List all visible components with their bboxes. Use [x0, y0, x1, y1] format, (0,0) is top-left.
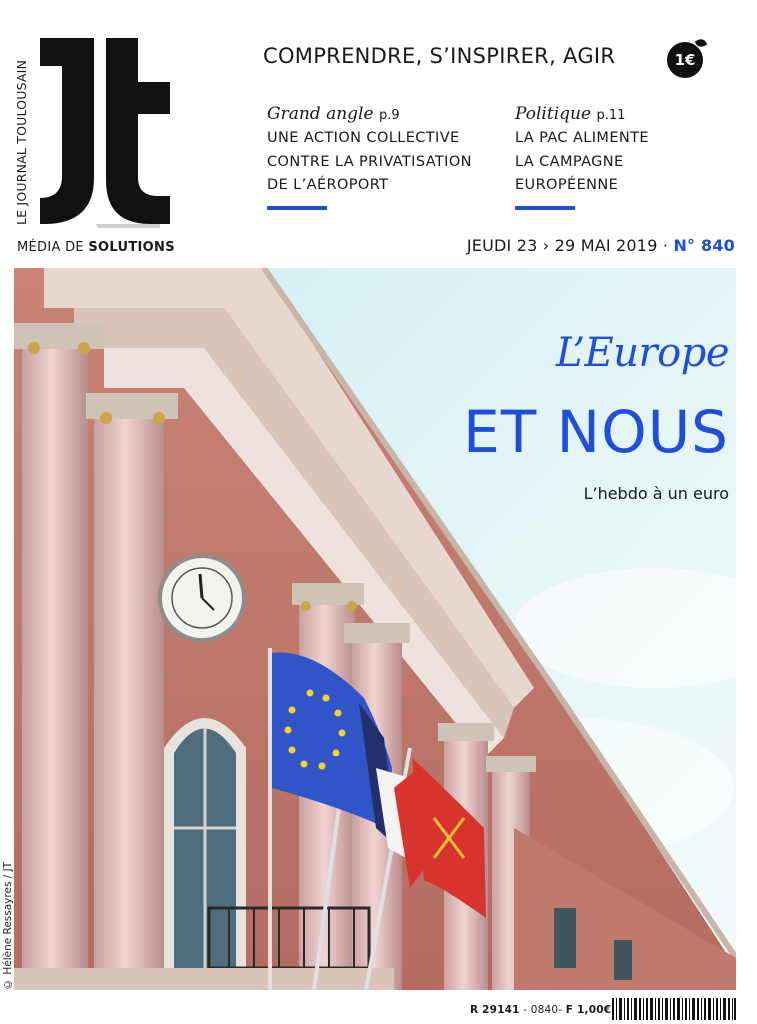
- teaser-section: [515, 103, 745, 127]
- issue-date: JEUDI 23 › 29 MAI 2019 ·: [466, 236, 674, 255]
- teaser-section: [267, 103, 497, 127]
- tagline-media: [17, 240, 175, 255]
- headline-caps: ET NOUS: [463, 398, 729, 466]
- code-price: F 1,00€: [565, 1004, 612, 1016]
- code-prefix: R 29141: [470, 1004, 520, 1016]
- teaser-rule: [515, 206, 575, 210]
- teaser-line: LA CAMPAGNE: [515, 153, 624, 170]
- jt-logo: [36, 38, 176, 228]
- issue-number: N° 840: [673, 236, 735, 255]
- teaser-line: DE L’AÉROPORT: [267, 177, 389, 193]
- motto: COMPRENDRE, S’INSPIRER, AGIR: [263, 44, 616, 68]
- cover-photo: [14, 268, 736, 990]
- teaser-line: UNE ACTION COLLECTIVE: [267, 130, 460, 146]
- tagline-strong: SOLUTIONS: [88, 240, 175, 255]
- teaser-line: LA PAC ALIMENTE: [515, 130, 649, 146]
- photo-credit: © Hélène Ressayres / JT: [2, 861, 14, 990]
- headline-subline: L’hebdo à un euro: [583, 484, 729, 503]
- teaser-politique[interactable]: [515, 103, 745, 210]
- tagline-prefix: MÉDIA DE: [17, 240, 84, 255]
- dateline: [467, 236, 735, 255]
- barcode: [612, 998, 736, 1020]
- teaser-line: EUROPÉENNE: [515, 177, 619, 193]
- teaser-line: CONTRE LA PRIVATISATION: [267, 153, 472, 170]
- teaser-section-label: Grand angle: [267, 104, 374, 124]
- teaser-rule: [267, 206, 327, 210]
- distribution-code: [470, 1004, 611, 1016]
- capitole-facade-illustration: [14, 268, 736, 990]
- teaser-page: p.9: [378, 108, 400, 123]
- teaser-page: p.11: [596, 108, 626, 123]
- teaser-grand-angle[interactable]: [267, 103, 497, 210]
- price-badge: 1€: [667, 42, 703, 78]
- headline-italic: L’Europe: [555, 330, 729, 376]
- code-mid: - 0840-: [519, 1004, 566, 1016]
- publication-name-vertical: LE JOURNAL TOULOUSAIN: [14, 59, 29, 225]
- teaser-section-label: Politique: [515, 104, 592, 124]
